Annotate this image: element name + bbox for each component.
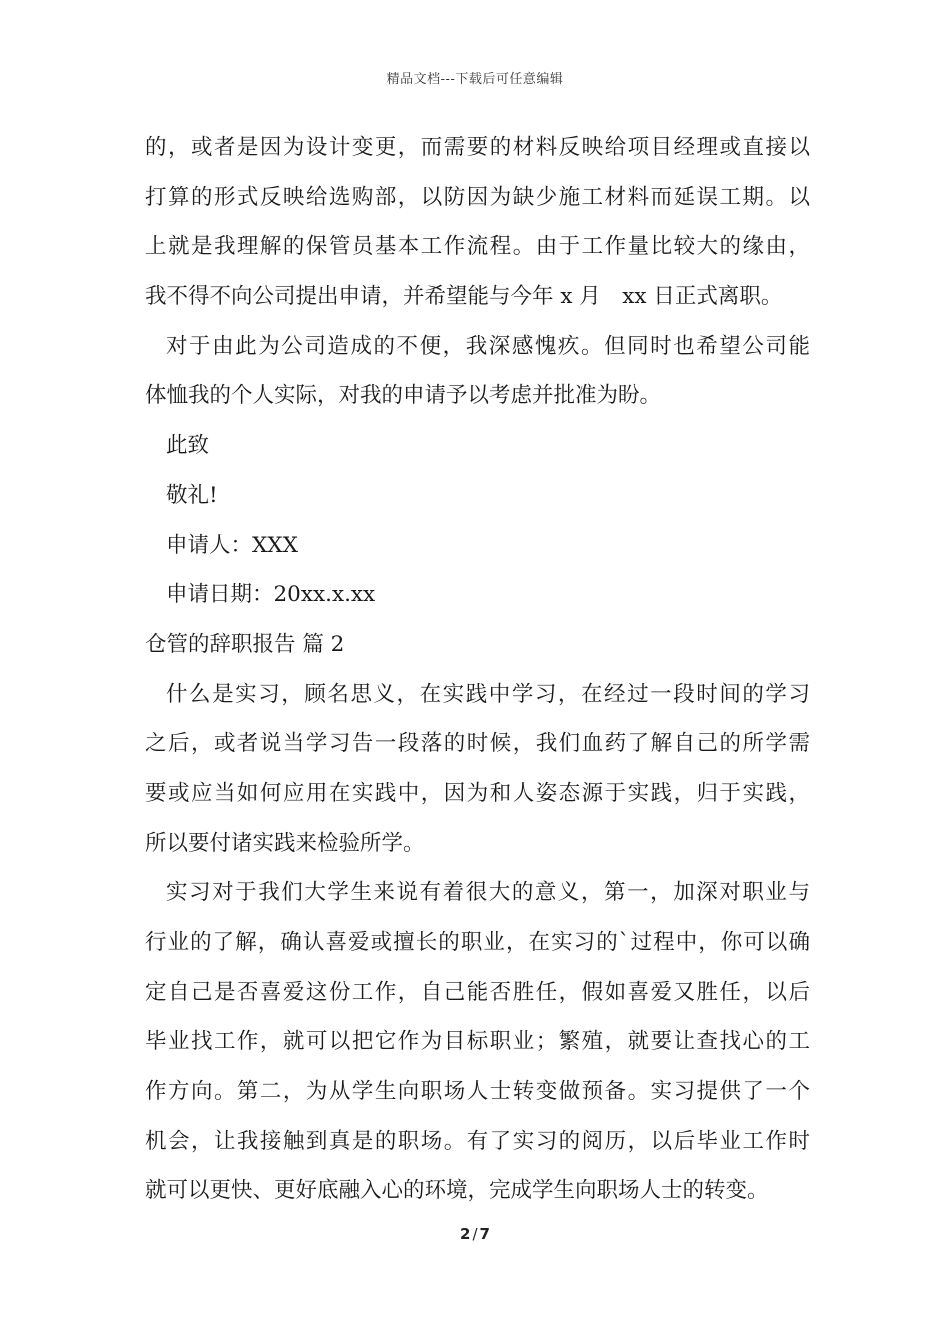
text-line: 毕业找工作，就可以把它作为目标职业；繁殖，就要让查找心的工 bbox=[145, 1029, 810, 1055]
text-line: 我不得不向公司提出申请，并希望能与今年 x 月 xx 日正式离职。 bbox=[145, 284, 783, 310]
text-line: 机会，让我接触到真是的职场。有了实习的阅历，以后毕业工作时 bbox=[145, 1128, 810, 1154]
text-line: 行业的了解，确认喜爱或擅长的职业，在实习的`过程中，你可以确 bbox=[145, 930, 810, 955]
text-line: 之后，或者说当学习告一段落的时候，我们血药了解自己的所学需 bbox=[145, 731, 810, 757]
text-line: 定自己是否喜爱这份工作，自己能否胜任，假如喜爱又胜任，以后 bbox=[145, 979, 810, 1005]
current-page: 2 bbox=[460, 1225, 471, 1243]
text-line: 要或应当如何应用在实践中，因为和人姿态源于实践，归于实践， bbox=[145, 780, 810, 806]
text-line: 所以要付诸实践来检验所学。 bbox=[145, 830, 425, 856]
text-line: 什么是实习，顾名思义，在实践中学习，在经过一段时间的学习 bbox=[166, 681, 810, 707]
page-separator: / bbox=[472, 1225, 478, 1243]
total-pages: 7 bbox=[479, 1225, 490, 1243]
text-line: 就可以更快、更好底融入心的环境，完成学生向职场人士的转变。 bbox=[145, 1178, 769, 1204]
text-line: 体恤我的个人实际，对我的申请予以考虑并批准为盼。 bbox=[145, 383, 662, 409]
closing-text: 此致 bbox=[166, 433, 210, 459]
section-title: 仓管的辞职报告 篇 2 bbox=[145, 631, 345, 657]
text-line: 作方向。第二，为从学生向职场人士转变做预备。实习提供了一个 bbox=[145, 1079, 810, 1105]
text-line: 对于由此为公司造成的不便，我深感愧疚。但同时也希望公司能 bbox=[166, 333, 810, 359]
salute-text: 敬礼! bbox=[166, 482, 218, 508]
date-line: 申请日期：20xx.x.xx bbox=[166, 582, 376, 608]
document-body bbox=[145, 123, 810, 1216]
page-number bbox=[0, 1225, 950, 1243]
text-line: 上就是我理解的保管员基本工作流程。由于工作量比较大的缘由， bbox=[145, 234, 810, 260]
applicant-line: 申请人：XXX bbox=[166, 532, 298, 558]
text-line: 的，或者是因为设计变更，而需要的材料反映给项目经理或直接以 bbox=[145, 135, 810, 160]
text-line: 实习对于我们大学生来说有着很大的意义，第一，加深对职业与 bbox=[166, 880, 810, 906]
page-header: 精品文档---下载后可任意编辑 bbox=[386, 72, 564, 87]
text-line: 打算的形式反映给选购部，以防因为缺少施工材料而延误工期。以 bbox=[145, 184, 810, 210]
